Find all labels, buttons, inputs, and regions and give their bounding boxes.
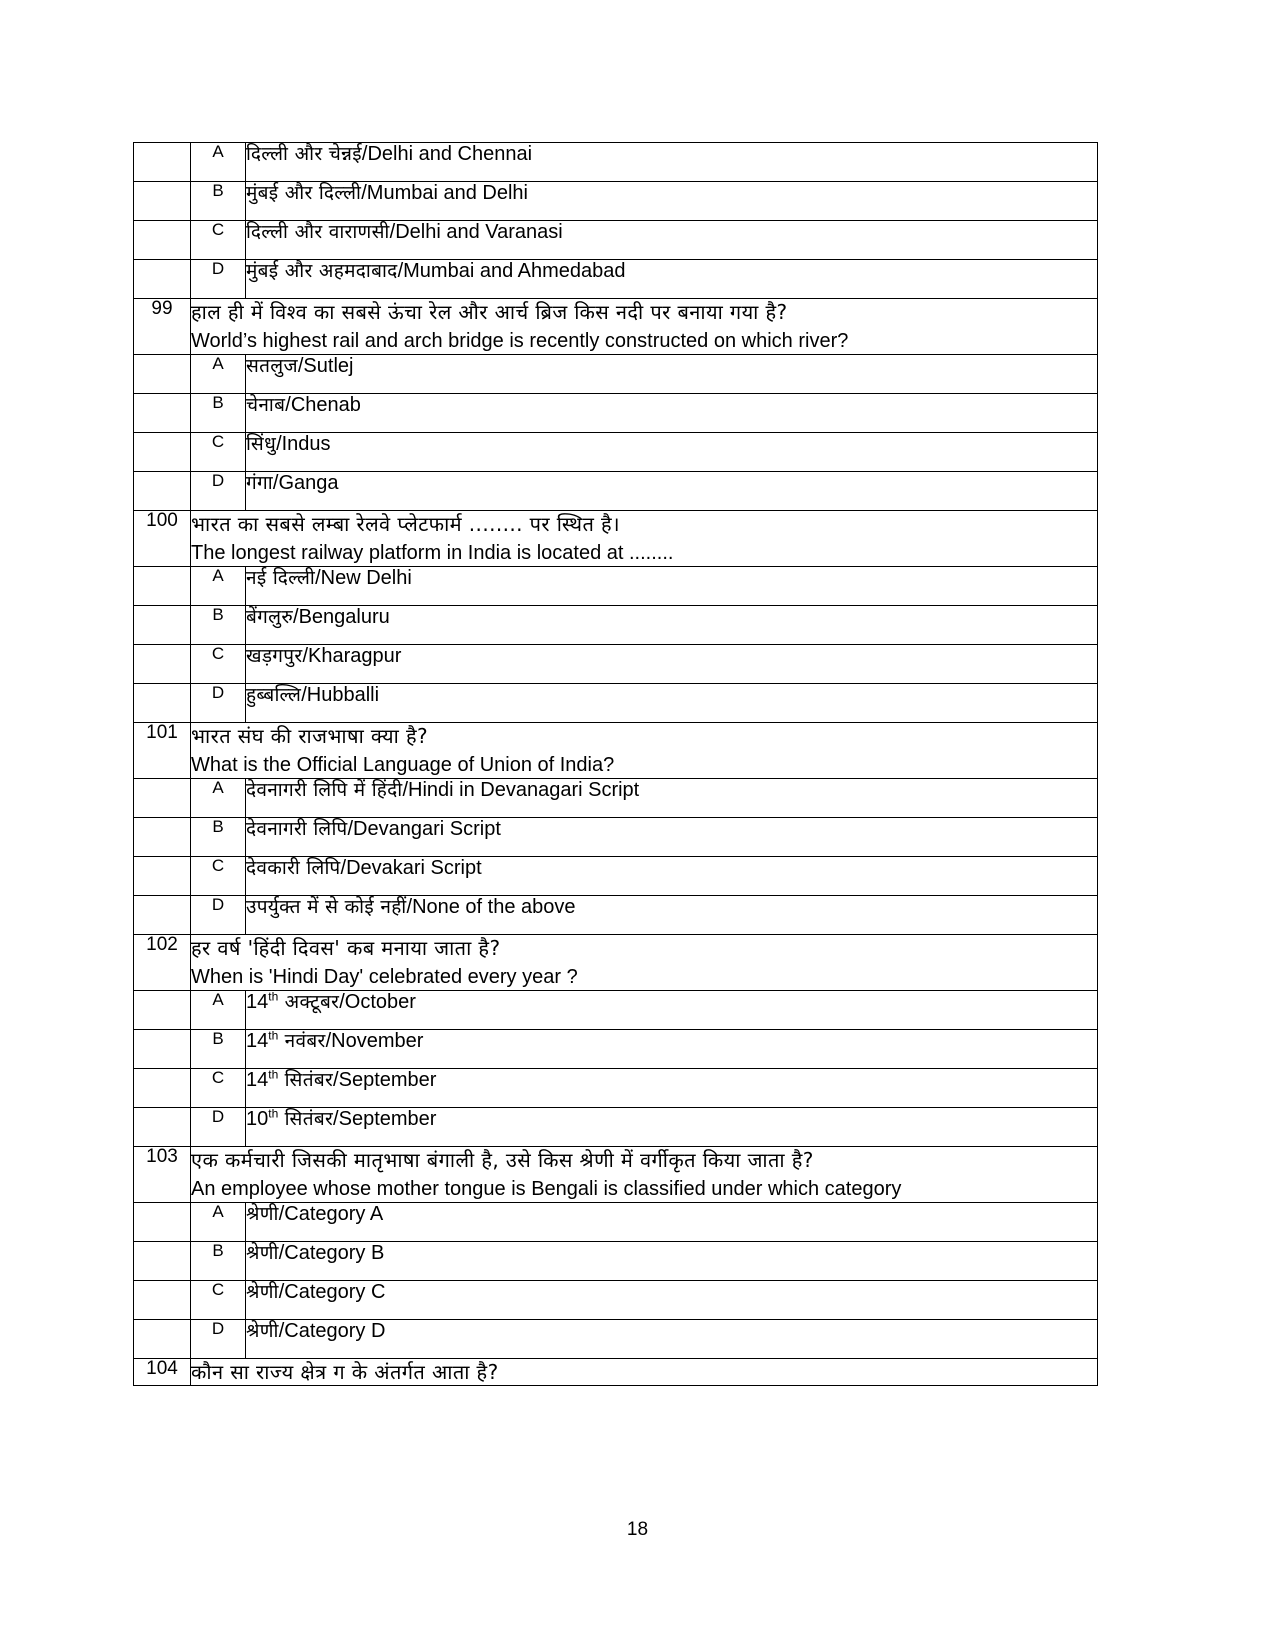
option-letter-cell: C — [191, 1069, 246, 1108]
option-text — [246, 1320, 1097, 1342]
question-number-cell — [134, 645, 191, 684]
table-row — [134, 182, 1098, 221]
option-text — [246, 1203, 1097, 1225]
question-number-cell — [134, 567, 191, 606]
option-text-hindi: श्रेणी — [246, 1320, 279, 1342]
option-text-hindi: सितंबर — [284, 1108, 334, 1130]
option-text — [246, 1242, 1097, 1264]
option-text-cell[interactable] — [246, 1069, 1098, 1108]
option-text-english: Bengaluru — [298, 606, 390, 628]
option-ordinal-suffix: th — [268, 1028, 279, 1043]
question-text-hindi: एक कर्मचारी जिसकी मातृभाषा बंगाली है, उसे किस श्रेणी में वर्गीकृत किया जाता है? — [191, 1148, 814, 1172]
question-number-cell — [134, 1108, 191, 1147]
question-text-hindi: भारत संघ की राजभाषा क्या है? — [191, 724, 428, 748]
table-row — [134, 723, 1098, 779]
question-number-cell — [134, 1030, 191, 1069]
option-letter-cell: D — [191, 1320, 246, 1359]
option-text-hindi: सतलुज — [246, 355, 298, 377]
table-row — [134, 935, 1098, 991]
question-number-cell: 99 — [134, 299, 191, 355]
table-row — [134, 1281, 1098, 1320]
question-number-cell — [134, 818, 191, 857]
option-letter-cell: C — [191, 857, 246, 896]
option-text-cell[interactable] — [246, 143, 1098, 182]
table-row — [134, 645, 1098, 684]
option-text-cell[interactable] — [246, 394, 1098, 433]
option-text-english: Category C — [284, 1281, 386, 1303]
table-row — [134, 1320, 1098, 1359]
option-text-english: Category A — [284, 1203, 384, 1225]
question-number-cell — [134, 182, 191, 221]
option-text — [246, 394, 1097, 416]
option-text-hindi: देवकारी लिपि — [246, 857, 341, 879]
option-text-hindi: सिंधु — [246, 433, 277, 455]
option-text-hindi: हुब्बल्लि — [246, 684, 302, 706]
option-ordinal-suffix: th — [268, 1067, 279, 1082]
option-text-english: Hubballi — [306, 684, 380, 706]
table-row — [134, 1242, 1098, 1281]
option-text-english: Mumbai and Ahmedabad — [403, 260, 626, 282]
option-separator: / — [361, 182, 367, 204]
option-text-cell[interactable] — [246, 684, 1098, 723]
question-text-english: When is 'Hindi Day' celebrated every year ? — [191, 966, 578, 988]
table-row — [134, 818, 1098, 857]
option-text-hindi: दिल्ली और चेन्नई — [246, 143, 362, 165]
option-text-cell[interactable] — [246, 567, 1098, 606]
question-number-cell — [134, 1203, 191, 1242]
option-separator: / — [339, 991, 345, 1013]
option-letter-cell: B — [191, 1030, 246, 1069]
option-letter-cell: A — [191, 991, 246, 1030]
question-number-cell — [134, 857, 191, 896]
option-letter-cell: A — [191, 1203, 246, 1242]
option-text-english: Category B — [284, 1242, 385, 1264]
question-number-cell: 102 — [134, 935, 191, 991]
option-letter-cell: A — [191, 355, 246, 394]
option-text-hindi: अक्टूबर — [284, 991, 340, 1013]
table-row — [134, 779, 1098, 818]
option-text-english: Kharagpur — [308, 645, 402, 667]
option-text-english: Indus — [281, 433, 331, 455]
option-day-number: 14 — [246, 1030, 269, 1052]
option-text-cell[interactable] — [246, 355, 1098, 394]
option-letter-cell: D — [191, 260, 246, 299]
option-text-english: Sutlej — [303, 355, 354, 377]
question-number-cell — [134, 1069, 191, 1108]
question-number-cell — [134, 260, 191, 299]
option-text — [246, 779, 1097, 801]
option-text-cell[interactable] — [246, 260, 1098, 299]
option-text-hindi: नई दिल्ली — [246, 567, 316, 589]
option-text-english: Devangari Script — [353, 818, 501, 840]
option-separator: / — [402, 779, 408, 801]
option-text-english: November — [331, 1030, 424, 1052]
option-letter-cell: A — [191, 567, 246, 606]
table-row — [134, 1030, 1098, 1069]
option-separator: / — [278, 1281, 285, 1303]
option-text — [246, 645, 1097, 667]
option-text — [246, 991, 1097, 1013]
option-day-number: 14 — [246, 1069, 269, 1091]
option-text-hindi: देवनागरी लिपि में हिंदी — [246, 779, 403, 801]
table-row — [134, 221, 1098, 260]
option-text — [246, 260, 1097, 282]
option-separator: / — [325, 1030, 332, 1052]
option-text-cell[interactable] — [246, 182, 1098, 221]
option-separator: / — [297, 355, 304, 377]
question-text-hindi: भारत का सबसे लम्बा रेलवे प्लेटफार्म ........ पर स्थित है। — [191, 512, 621, 536]
table-row — [134, 143, 1098, 182]
option-text-cell[interactable] — [246, 1242, 1098, 1281]
table-row — [134, 260, 1098, 299]
page-number: 18 — [626, 1519, 649, 1540]
option-text-english: September — [338, 1108, 437, 1130]
option-text — [246, 433, 1097, 455]
option-text-english: Hindi in Devanagari Script — [408, 779, 640, 801]
option-text — [246, 1030, 1097, 1052]
question-number-cell — [134, 143, 191, 182]
option-text-hindi: गंगा — [246, 472, 273, 494]
option-text — [246, 182, 1097, 204]
option-text-english: Ganga — [278, 472, 339, 494]
table-row — [134, 1069, 1098, 1108]
option-letter-cell: B — [191, 182, 246, 221]
option-separator: / — [347, 818, 354, 840]
option-text-hindi: दिल्ली और वाराणसी — [246, 221, 390, 243]
question-cell — [191, 1147, 1098, 1203]
option-separator: / — [301, 684, 307, 706]
option-text-english: September — [338, 1069, 437, 1091]
question-number-cell — [134, 433, 191, 472]
option-letter-cell: B — [191, 606, 246, 645]
table-row — [134, 1108, 1098, 1147]
table-row — [134, 567, 1098, 606]
question-number-cell: 100 — [134, 511, 191, 567]
question-number-cell — [134, 1242, 191, 1281]
option-separator: / — [278, 1203, 285, 1225]
question-number-cell — [134, 1281, 191, 1320]
option-text-cell[interactable] — [246, 1030, 1098, 1069]
question-number-cell — [134, 221, 191, 260]
option-text — [246, 472, 1097, 494]
option-separator: / — [278, 1320, 285, 1342]
option-separator: / — [340, 857, 347, 879]
option-text-hindi: मुंबई और दिल्ली — [246, 182, 362, 204]
option-ordinal-suffix: th — [268, 989, 279, 1004]
question-number-cell: 101 — [134, 723, 191, 779]
option-text-hindi: उपर्युक्त में से कोई नहीं — [246, 896, 407, 918]
option-letter-cell: B — [191, 1242, 246, 1281]
option-separator: / — [333, 1069, 339, 1091]
table-row — [134, 1203, 1098, 1242]
option-text-english: Devakari Script — [346, 857, 482, 879]
question-table — [133, 142, 1098, 1386]
question-number-cell — [134, 684, 191, 723]
table-row — [134, 433, 1098, 472]
option-letter-cell: B — [191, 818, 246, 857]
question-text-english: What is the Official Language of Union of India? — [191, 754, 615, 776]
option-text-english: Chenab — [290, 394, 361, 416]
option-text-english: Category D — [284, 1320, 386, 1342]
option-text-cell[interactable] — [246, 991, 1098, 1030]
option-text-cell[interactable] — [246, 857, 1098, 896]
option-ordinal-suffix: th — [268, 1106, 279, 1121]
question-table-body — [134, 143, 1098, 1386]
option-text-hindi: श्रेणी — [246, 1281, 279, 1303]
option-text-cell[interactable] — [246, 1320, 1098, 1359]
table-row — [134, 355, 1098, 394]
table-row — [134, 606, 1098, 645]
question-number-cell — [134, 394, 191, 433]
option-text-hindi: चेनाब — [246, 394, 286, 416]
question-number-cell — [134, 355, 191, 394]
option-text-cell[interactable] — [246, 1281, 1098, 1320]
option-separator: / — [278, 1242, 285, 1264]
option-text — [246, 818, 1097, 840]
option-letter-cell: C — [191, 645, 246, 684]
option-separator: / — [333, 1108, 339, 1130]
option-text-hindi: श्रेणी — [246, 1242, 279, 1264]
option-text — [246, 1069, 1097, 1091]
question-text-hindi: हाल ही में विश्व का सबसे ऊंचा रेल और आर्च ब्रिज किस नदी पर बनाया गया है? — [191, 300, 788, 324]
option-text-cell[interactable] — [246, 779, 1098, 818]
option-text — [246, 1108, 1097, 1130]
option-separator: / — [272, 472, 279, 494]
option-text-cell[interactable] — [246, 1203, 1098, 1242]
option-text — [246, 355, 1097, 377]
question-cell — [191, 935, 1098, 991]
table-row — [134, 511, 1098, 567]
option-text-cell[interactable] — [246, 1108, 1098, 1147]
option-text — [246, 221, 1097, 243]
table-row — [134, 472, 1098, 511]
option-text-english: October — [344, 991, 416, 1013]
question-cell — [191, 723, 1098, 779]
option-text-english: Delhi and Chennai — [367, 143, 533, 165]
option-text — [246, 857, 1097, 879]
question-cell — [191, 299, 1098, 355]
question-cell — [191, 511, 1098, 567]
question-text-hindi: कौन सा राज्य क्षेत्र ग के अंतर्गत आता है? — [191, 1360, 499, 1384]
option-text-hindi: मुंबई और अहमदाबाद — [246, 260, 398, 282]
option-separator: / — [315, 567, 321, 589]
option-letter-cell: D — [191, 472, 246, 511]
question-cell — [191, 1359, 1098, 1386]
option-text — [246, 896, 1097, 918]
table-row — [134, 684, 1098, 723]
option-text — [246, 606, 1097, 628]
option-letter-cell: D — [191, 684, 246, 723]
question-text-english: An employee whose mother tongue is Bengali is classified under which category — [191, 1178, 902, 1200]
option-text-english: None of the above — [412, 896, 576, 918]
option-letter-cell: D — [191, 896, 246, 935]
option-text-hindi: खड़गपुर — [246, 645, 303, 667]
question-number-cell: 103 — [134, 1147, 191, 1203]
option-text-english: Delhi and Varanasi — [395, 221, 563, 243]
table-row — [134, 896, 1098, 935]
question-number-cell — [134, 606, 191, 645]
option-separator: / — [302, 645, 309, 667]
option-separator: / — [361, 143, 368, 165]
option-text-hindi: नवंबर — [284, 1030, 326, 1052]
option-text-hindi: सितंबर — [284, 1069, 334, 1091]
option-letter-cell: A — [191, 143, 246, 182]
option-text-cell[interactable] — [246, 896, 1098, 935]
option-text-cell[interactable] — [246, 645, 1098, 684]
option-text-hindi: देवनागरी लिपि — [246, 818, 348, 840]
table-row — [134, 1147, 1098, 1203]
option-text-english: New Delhi — [320, 567, 412, 589]
option-separator: / — [285, 394, 291, 416]
question-number-cell — [134, 896, 191, 935]
option-separator: / — [389, 221, 396, 243]
option-day-number: 14 — [246, 991, 269, 1013]
option-text-english: Mumbai and Delhi — [366, 182, 528, 204]
option-text — [246, 143, 1097, 165]
option-separator: / — [276, 433, 282, 455]
question-number-cell — [134, 991, 191, 1030]
option-text-cell[interactable] — [246, 433, 1098, 472]
question-number-cell — [134, 1320, 191, 1359]
option-day-number: 10 — [246, 1108, 269, 1130]
question-text-english: The longest railway platform in India is located at ........ — [191, 542, 674, 564]
table-row — [134, 1359, 1098, 1386]
option-text-cell[interactable] — [246, 818, 1098, 857]
option-letter-cell: C — [191, 1281, 246, 1320]
table-row — [134, 299, 1098, 355]
question-text-english: World’s highest rail and arch bridge is recently constructed on which river? — [191, 330, 849, 352]
question-text-hindi: हर वर्ष 'हिंदी दिवस' कब मनाया जाता है? — [191, 936, 501, 960]
option-text — [246, 1281, 1097, 1303]
question-number-cell — [134, 472, 191, 511]
table-row — [134, 991, 1098, 1030]
option-letter-cell: B — [191, 394, 246, 433]
option-text-cell[interactable] — [246, 221, 1098, 260]
option-separator: / — [406, 896, 413, 918]
option-separator: / — [397, 260, 404, 282]
option-letter-cell: D — [191, 1108, 246, 1147]
option-letter-cell: A — [191, 779, 246, 818]
question-number-cell: 104 — [134, 1359, 191, 1386]
option-text — [246, 567, 1097, 589]
table-row — [134, 857, 1098, 896]
table-row — [134, 394, 1098, 433]
option-text — [246, 684, 1097, 706]
question-number-cell — [134, 779, 191, 818]
option-text-cell[interactable] — [246, 472, 1098, 511]
option-text-hindi: श्रेणी — [246, 1203, 279, 1225]
option-separator: / — [293, 606, 299, 628]
option-letter-cell: C — [191, 221, 246, 260]
option-text-cell[interactable] — [246, 606, 1098, 645]
option-text-hindi: बेंगलुरु — [246, 606, 293, 628]
option-letter-cell: C — [191, 433, 246, 472]
